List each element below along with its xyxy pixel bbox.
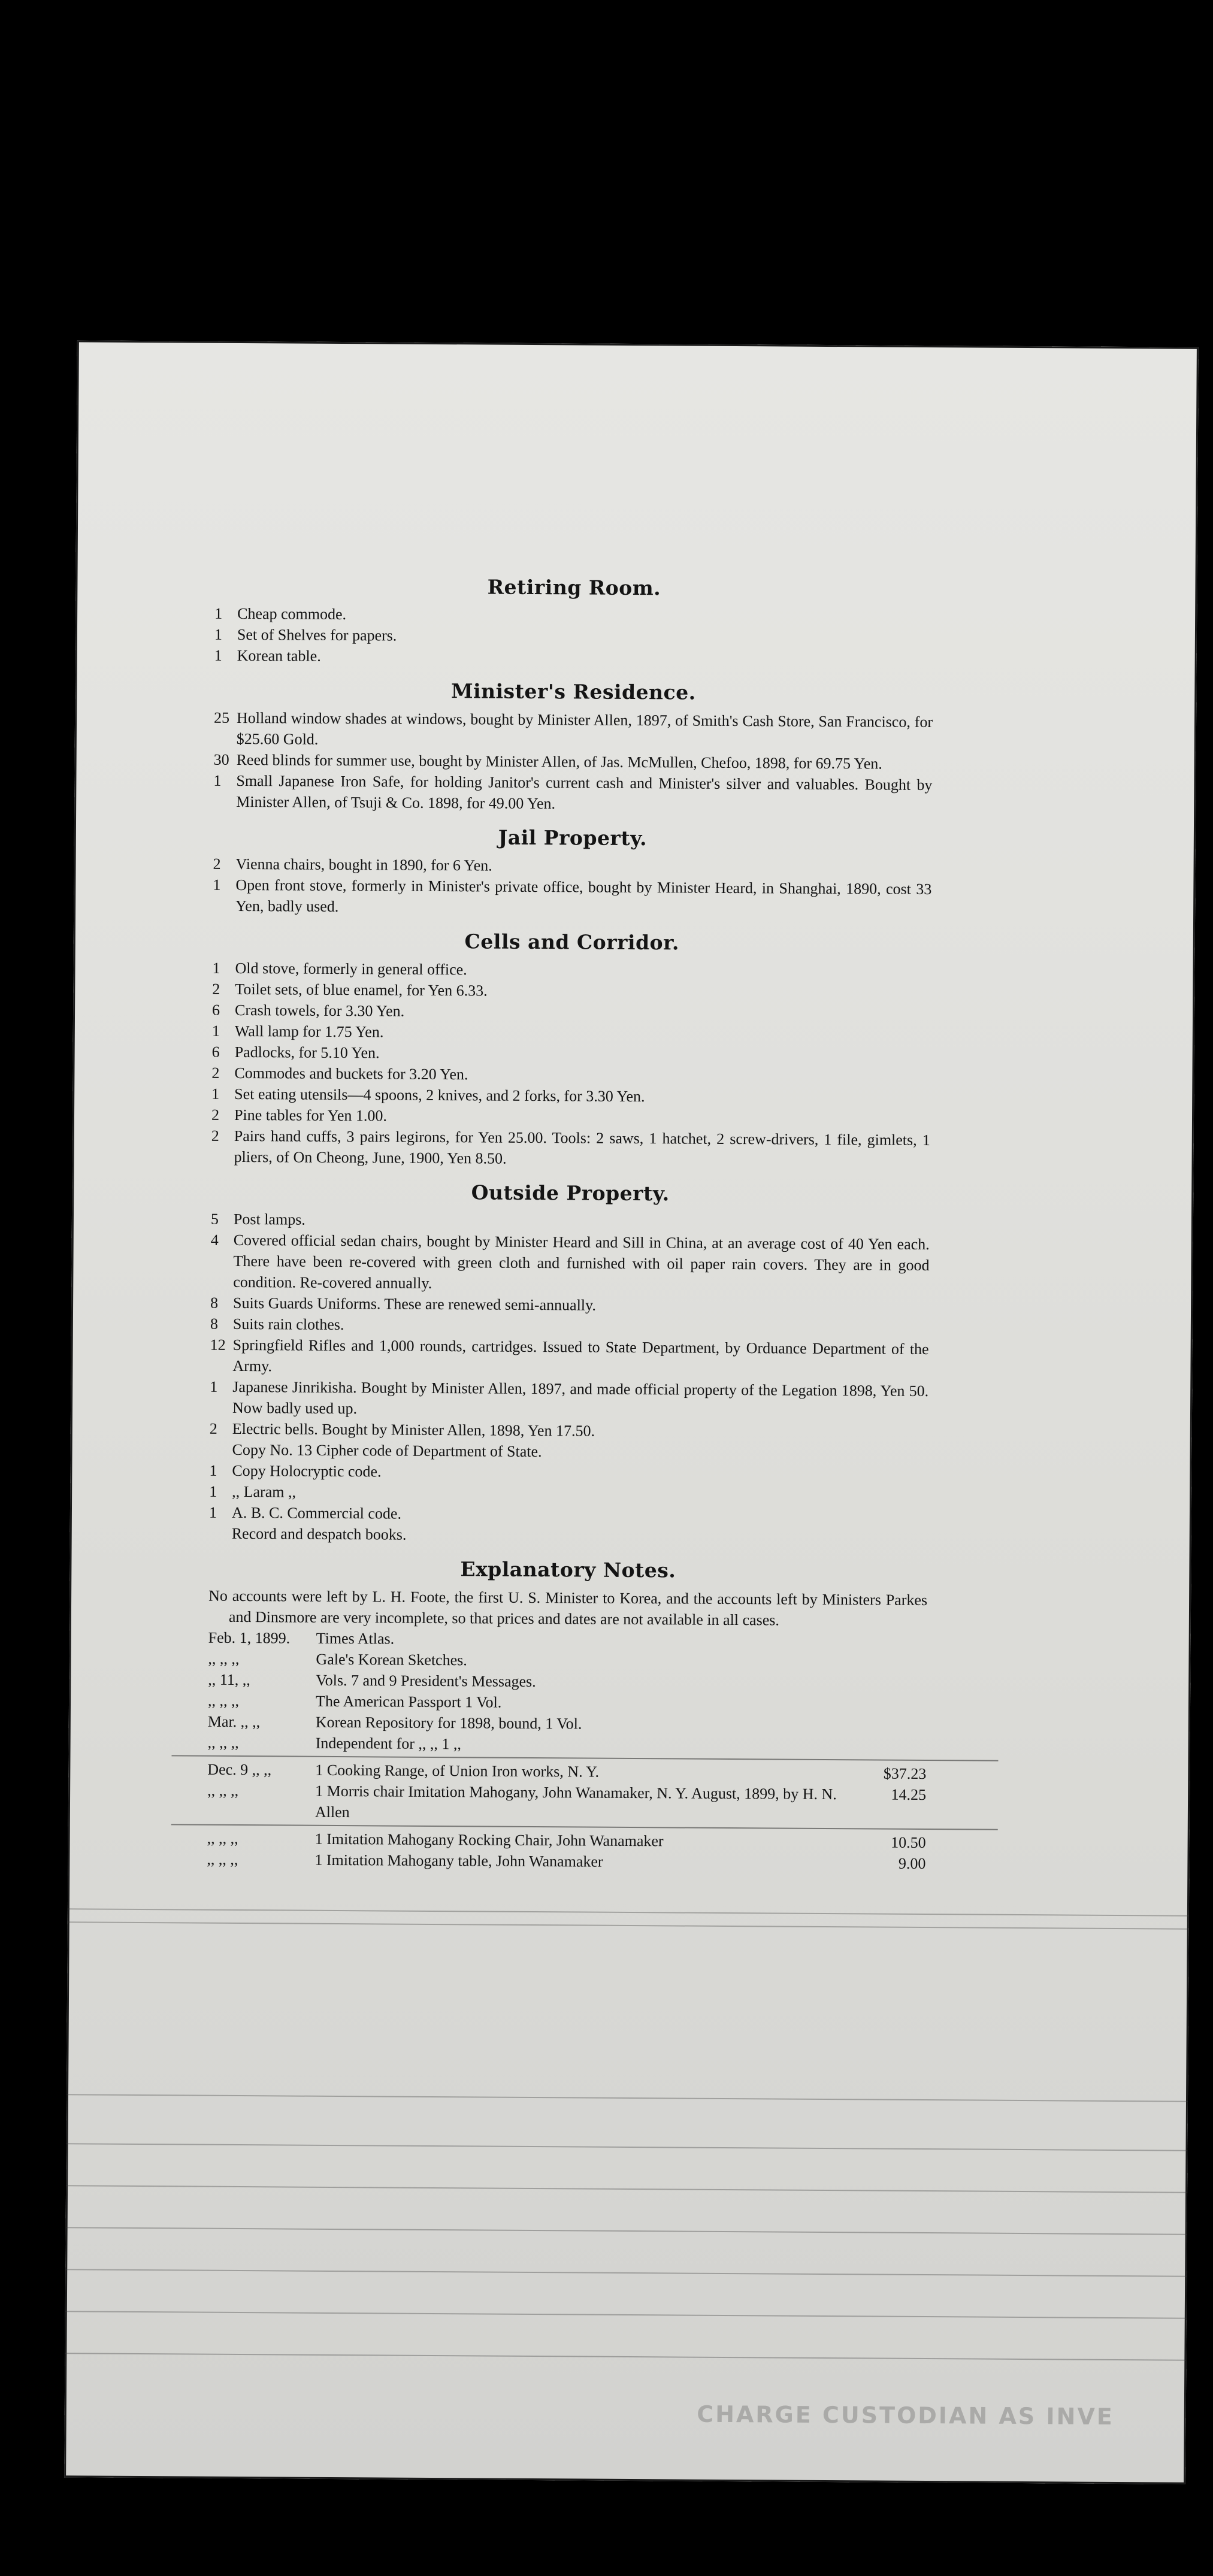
note-text: 1 Morris chair Imitation Mahogany, John Wanamaker, N. Y. August, 1899, by H. N. Allen bbox=[314, 1782, 837, 1821]
item-text: Suits rain clothes. bbox=[232, 1315, 344, 1334]
note-text: Independent for ,, ,, 1 ,, bbox=[315, 1734, 462, 1753]
item-text: ,, Laram ,, bbox=[232, 1482, 297, 1501]
note-date: ,, ,, ,, bbox=[207, 1781, 239, 1800]
item-text: Pine tables for Yen 1.00. bbox=[234, 1106, 388, 1125]
note-date: ,, ,, ,, bbox=[207, 1829, 238, 1848]
heading-explanatory-notes: Explanatory Notes. bbox=[460, 1557, 676, 1582]
item-text: Commodes and buckets for 3.20 Yen. bbox=[234, 1064, 468, 1083]
item-qty: 30 bbox=[213, 750, 229, 768]
note-text: 1 Imitation Mahogany Rocking Chair, John Wanamaker bbox=[314, 1830, 664, 1850]
item-qty: 2 bbox=[211, 1127, 219, 1145]
item-qty: 5 bbox=[210, 1210, 219, 1228]
item-text: Old stove, formerly in general office. bbox=[235, 959, 467, 979]
item-text: Copy Holocryptic code. bbox=[232, 1461, 382, 1481]
list-item bbox=[209, 1523, 928, 1548]
item-qty: 1 bbox=[213, 876, 221, 894]
item-qty bbox=[209, 1523, 232, 1544]
note-text: Korean Repository for 1898, bound, 1 Vol. bbox=[315, 1713, 582, 1733]
list-item bbox=[213, 770, 932, 816]
heading-cells-corridor: Cells and Corridor. bbox=[464, 930, 680, 955]
note-text: Gale's Korean Sketches. bbox=[316, 1650, 467, 1669]
note-price: 14.25 bbox=[891, 1785, 927, 1804]
item-text: Korean table. bbox=[237, 646, 321, 665]
item-qty: 1 bbox=[212, 959, 220, 977]
note-price: $37.23 bbox=[883, 1764, 927, 1783]
item-text: A. B. C. Commercial code. bbox=[231, 1503, 402, 1522]
ledger-rule bbox=[66, 2094, 1188, 2102]
note-text: Vols. 7 and 9 President's Messages. bbox=[316, 1671, 536, 1691]
note-price: 9.00 bbox=[898, 1854, 926, 1873]
note-text: 1 Cooking Range, of Union Iron works, N. Y. bbox=[315, 1761, 600, 1781]
note-price bbox=[849, 1715, 927, 1736]
item-qty: 6 bbox=[212, 1001, 220, 1019]
item-qty: 1 bbox=[211, 1085, 220, 1103]
note-date: ,, ,, ,, bbox=[207, 1850, 238, 1869]
note-price: 10.50 bbox=[891, 1833, 926, 1852]
item-qty: 2 bbox=[212, 980, 220, 998]
item-qty: 1 bbox=[214, 625, 223, 643]
item-text: Wall lamp for 1.75 Yen. bbox=[234, 1022, 384, 1041]
item-qty: 1 bbox=[214, 604, 223, 622]
note-date: Feb. 1, 1899. bbox=[208, 1628, 291, 1647]
item-qty: 1 bbox=[210, 1378, 218, 1396]
ledger-rule bbox=[65, 2353, 1186, 2360]
item-text: Crash towels, for 3.30 Yen. bbox=[235, 1001, 405, 1020]
item-qty: 8 bbox=[210, 1315, 218, 1333]
item-qty: 6 bbox=[211, 1043, 220, 1061]
heading-ministers-residence: Minister's Residence. bbox=[450, 679, 696, 704]
note-text: Times Atlas. bbox=[316, 1629, 395, 1648]
custodian-stamp: CHARGE CUSTODIAN AS INVE bbox=[697, 2401, 1114, 2430]
item-qty: 25 bbox=[213, 709, 230, 727]
item-text: Set eating utensils—4 spoons, 2 knives, and 2 forks, for 3.30 Yen. bbox=[234, 1085, 645, 1106]
item-text: Cheap commode. bbox=[237, 604, 347, 623]
list-item bbox=[211, 1125, 930, 1172]
item-text: Vienna chairs, bought in 1890, for 6 Yen. bbox=[235, 855, 492, 874]
note-date: ,, ,, ,, bbox=[207, 1691, 240, 1710]
item-qty: 8 bbox=[210, 1294, 219, 1312]
note-price bbox=[848, 1736, 926, 1757]
document-body bbox=[207, 575, 933, 1874]
list-item bbox=[213, 874, 931, 921]
note-price bbox=[849, 1631, 927, 1652]
item-text: Open front stove, formerly in Minister's private office, bought by Minister Heard, in Shanghai, 1890, cost 33 Yen, badly used. bbox=[235, 876, 932, 915]
document-page bbox=[64, 340, 1199, 2484]
item-qty: 2 bbox=[213, 855, 221, 873]
item-text: Copy No. 13 Cipher code of Department of State. bbox=[232, 1440, 542, 1461]
item-qty bbox=[210, 1439, 232, 1460]
item-text: Springfield Rifles and 1,000 rounds, cartridges. Issued to State Department, by Orduance Department of the Army. bbox=[232, 1336, 929, 1375]
heading-jail-property: Jail Property. bbox=[498, 825, 648, 850]
item-qty: 1 bbox=[209, 1482, 217, 1500]
item-qty: 4 bbox=[210, 1231, 219, 1249]
item-qty: 2 bbox=[211, 1064, 220, 1082]
item-qty: 2 bbox=[209, 1419, 217, 1437]
list-item bbox=[210, 1230, 930, 1297]
item-text: Electric bells. Bought by Minister Allen, 1898, Yen 17.50. bbox=[232, 1419, 595, 1440]
note-date: ,, ,, ,, bbox=[207, 1733, 239, 1752]
heading-retiring-room: Retiring Room. bbox=[487, 575, 661, 600]
ledger-rule bbox=[68, 1908, 1189, 1916]
note-date: Mar. ,, ,, bbox=[207, 1712, 261, 1731]
item-text: Suits Guards Uniforms. These are renewed semi-annually. bbox=[233, 1294, 596, 1314]
item-qty: 1 bbox=[214, 646, 222, 664]
list-item bbox=[210, 1376, 928, 1422]
note-date: ,, 11, ,, bbox=[208, 1670, 250, 1689]
item-qty: 1 bbox=[213, 771, 222, 789]
item-text: Set of Shelves for papers. bbox=[237, 625, 397, 644]
item-text: Reed blinds for summer use, bought by Minister Allen, of Jas. McMullen, Chefoo, 1898, for 69.75 Yen. bbox=[236, 750, 882, 773]
ledger-rule bbox=[65, 2269, 1187, 2277]
item-text: Record and despatch books. bbox=[231, 1524, 407, 1543]
ledger-rule bbox=[66, 2227, 1187, 2235]
item-qty: 1 bbox=[209, 1461, 217, 1479]
item-text: Post lamps. bbox=[233, 1210, 305, 1228]
note-text: 1 Imitation Mahogany table, John Wanamaker bbox=[314, 1851, 603, 1870]
ledger-rule bbox=[65, 2311, 1187, 2318]
note-date: Dec. 9 ,, ,, bbox=[207, 1760, 272, 1779]
note-price bbox=[849, 1652, 927, 1673]
ledger-rule bbox=[68, 1921, 1189, 1929]
note-row bbox=[207, 1780, 926, 1826]
item-text: Padlocks, for 5.10 Yen. bbox=[234, 1043, 380, 1062]
ledger-rule bbox=[66, 2143, 1188, 2151]
item-text: Holland window shades at windows, bought by Minister Allen, 1897, of Smith's Cash Store, San Francisco, for $25.60 Gold. bbox=[236, 709, 933, 748]
note-price bbox=[849, 1673, 927, 1694]
note-row bbox=[207, 1849, 925, 1874]
notes-intro: No accounts were left by L. H. Foote, the first U. S. Minister to Korea, and the accounts left by Ministers Parkes and Dinsmore are very incomplete, so that prices and dates are not available in all cases. bbox=[208, 1587, 928, 1629]
note-date: ,, ,, ,, bbox=[208, 1649, 240, 1668]
item-text: Japanese Jinrikisha. Bought by Minister Allen, 1897, and made official property of the Legation 1898, Yen 50. Now badly used up. bbox=[232, 1378, 929, 1418]
note-text: The American Passport 1 Vol. bbox=[315, 1692, 502, 1711]
heading-outside-property: Outside Property. bbox=[471, 1180, 670, 1206]
list-item bbox=[214, 645, 933, 670]
list-item bbox=[214, 707, 933, 753]
note-row bbox=[208, 1732, 927, 1757]
list-item bbox=[210, 1334, 928, 1381]
item-qty: 2 bbox=[211, 1106, 220, 1124]
item-qty: 1 bbox=[208, 1503, 217, 1521]
note-price bbox=[849, 1694, 927, 1715]
item-text: Pairs hand cuffs, 3 pairs legirons, for Yen 25.00. Tools: 2 saws, 1 hatchet, 2 screw-drivers, 1 file, gimlets, 1 pliers, of On Cheong, June, 1900, Yen 8.50. bbox=[234, 1127, 930, 1167]
item-text: Small Japanese Iron Safe, for holding Janitor's current cash and Minister's silver and valuables. Bought by Minister Allen, of Tsuji & Co. 1898, for 49.00 Yen. bbox=[236, 771, 933, 813]
item-text: Covered official sedan chairs, bought by Minister Heard and Sill in China, at an average cost of 40 Yen each. There have been re-covered with green cloth and furnished with oil paper rain covers. They are in good condition. Re-covered annually. bbox=[233, 1231, 930, 1292]
item-qty: 1 bbox=[211, 1022, 220, 1040]
ledger-rule bbox=[66, 2185, 1187, 2193]
item-qty: 12 bbox=[210, 1336, 226, 1354]
item-text: Toilet sets, of blue enamel, for Yen 6.33. bbox=[235, 980, 488, 1000]
